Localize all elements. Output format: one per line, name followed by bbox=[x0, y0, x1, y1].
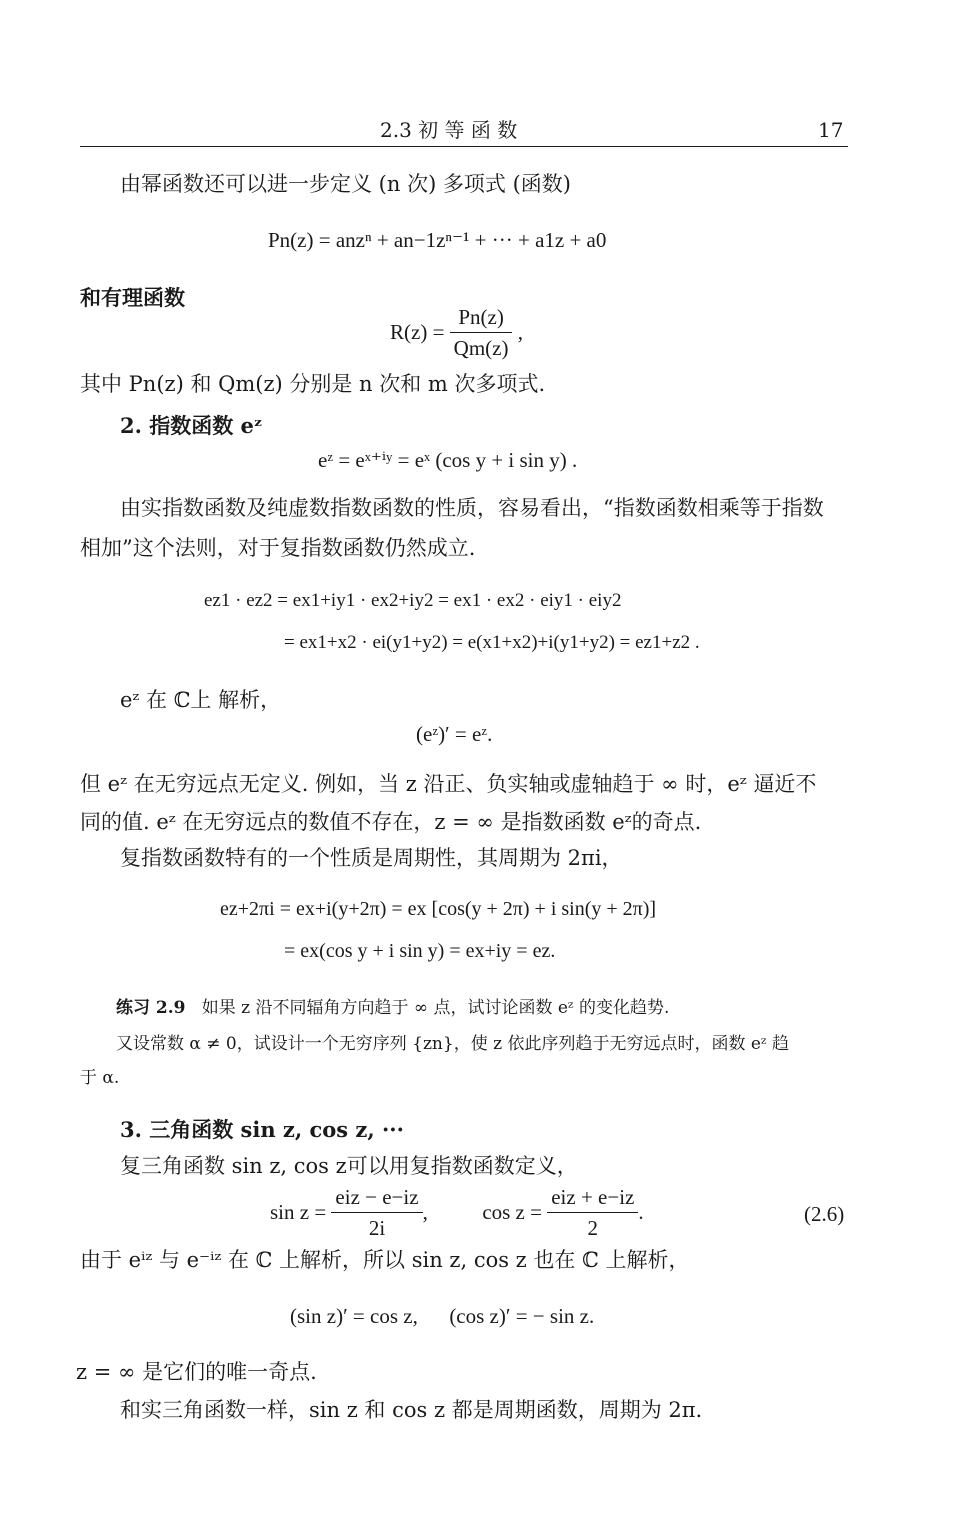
paragraph-exp-infinity-line1: 但 eᶻ 在无穷远点无定义. 例如，当 z 沿正、负实轴或虚轴趋于 ∞ 时，eᶻ 逼近不 bbox=[80, 772, 817, 796]
equation-exp-mult-line2: = ex1+x2 · ei(y1+y2) = e(x1+x2)+i(y1+y2) = ez1+z2 . bbox=[284, 632, 700, 653]
cos-fraction bbox=[547, 1182, 638, 1243]
running-header-section: 2.3 初 等 函 数 bbox=[380, 118, 518, 142]
rational-fraction bbox=[450, 302, 513, 363]
header-rule bbox=[80, 146, 848, 147]
equation-trig-derivatives: (sin z)′ = cos z, (cos z)′ = − sin z. bbox=[290, 1304, 595, 1328]
page-number: 17 bbox=[818, 118, 844, 142]
cos-denominator: 2 bbox=[587, 1216, 599, 1240]
rational-tail: , bbox=[517, 320, 523, 344]
paragraph-exp-analytic: eᶻ 在 ℂ上 解析， bbox=[120, 688, 282, 712]
equation-exp-mult-line1: ez1 · ez2 = ex1+iy1 · ex2+iy2 = ex1 · ex2 · eiy1 · eiy2 bbox=[204, 590, 622, 611]
equation-trig-defs: sin z = $\frac{\text{eiz − e−iz}}{2i}$ , cos z = $\frac{\text{eiz + e−iz}}{2}$ . bbox=[270, 1182, 644, 1243]
equation-exp-period-line1: ez+2πi = ex+i(y+2π) = ex [cos(y + 2π) + i sin(y + 2π)] bbox=[220, 898, 657, 920]
sin-denominator: 2i bbox=[368, 1216, 386, 1240]
paragraph-polynomial-intro: 由幂函数还可以进一步定义 (n 次) 多项式 (函数) bbox=[120, 172, 571, 196]
paragraph-rational-note: 其中 Pn(z) 和 Qm(z) 分别是 n 次和 m 次多项式. bbox=[80, 372, 546, 396]
paragraph-rational-intro: 和有理函数 bbox=[80, 285, 185, 310]
cos-lhs: cos z = bbox=[482, 1200, 542, 1224]
section-3-title: 3. 三角函数 sin z, cos z, ··· bbox=[120, 1117, 404, 1142]
rational-numerator: Pn(z) bbox=[450, 302, 513, 333]
exercise-2-9-line2: 又设常数 α ≠ 0，试设计一个无穷序列 {zn}，使 z 依此序列趋于无穷远点时，函数 eᶻ 趋 bbox=[116, 1034, 789, 1054]
rational-lhs: R(z) = bbox=[390, 320, 445, 344]
exercise-2-9-line3: 于 α. bbox=[80, 1068, 120, 1088]
paragraph-trig-analytic: 由于 eⁱᶻ 与 e⁻ⁱᶻ 在 ℂ 上解析，所以 sin z, cos z 也在 ℂ 上解析， bbox=[80, 1248, 690, 1272]
exercise-text-line1: 如果 z 沿不同辐角方向趋于 ∞ 点，试讨论函数 eᶻ 的变化趋势. bbox=[201, 998, 670, 1018]
exercise-label: 练习 2.9 bbox=[116, 998, 186, 1018]
paragraph-trig-def: 复三角函数 sin z, cos z可以用复指数函数定义， bbox=[120, 1154, 578, 1178]
equation-exp-derivative: (eᶻ)′ = eᶻ. bbox=[416, 722, 493, 746]
paragraph-exp-infinity-line2: 同的值. eᶻ 在无穷远点的数值不存在，z = ∞ 是指数函数 eᶻ的奇点. bbox=[80, 810, 702, 834]
paragraph-exp-period: 复指数函数特有的一个性质是周期性，其周期为 2πi， bbox=[120, 846, 623, 870]
equation-exp-def: eᶻ = eˣ⁺ⁱʸ = eˣ (cos y + i sin y) . bbox=[318, 448, 578, 472]
sin-lhs: sin z = bbox=[270, 1200, 327, 1224]
paragraph-exp-property-line1: 由实指数函数及纯虚数指数函数的性质，容易看出，“指数函数相乘等于指数 bbox=[120, 496, 824, 520]
exercise-2-9-line1 bbox=[116, 994, 669, 1022]
sin-fraction bbox=[331, 1182, 422, 1243]
sin-numerator: eiz − e−iz bbox=[331, 1182, 422, 1213]
equation-rational bbox=[390, 302, 523, 363]
paragraph-exp-property-line2: 相加”这个法则，对于复指数函数仍然成立. bbox=[80, 536, 476, 560]
equation-polynomial: Pn(z) = anzⁿ + an−1zⁿ⁻¹ + ··· + a1z + a0 bbox=[268, 228, 607, 252]
paragraph-trig-singular: z = ∞ 是它们的唯一奇点. bbox=[76, 1360, 317, 1384]
equation-number-2-6: (2.6) bbox=[804, 1202, 845, 1226]
equation-exp-period-line2: = ex(cos y + i sin y) = ex+iy = ez. bbox=[284, 940, 556, 962]
rational-denominator: Qm(z) bbox=[453, 336, 509, 360]
paragraph-trig-period: 和实三角函数一样，sin z 和 cos z 都是周期函数，周期为 2π. bbox=[120, 1398, 703, 1422]
cos-numerator: eiz + e−iz bbox=[547, 1182, 638, 1213]
section-2-title: 2. 指数函数 eᶻ bbox=[120, 413, 263, 438]
